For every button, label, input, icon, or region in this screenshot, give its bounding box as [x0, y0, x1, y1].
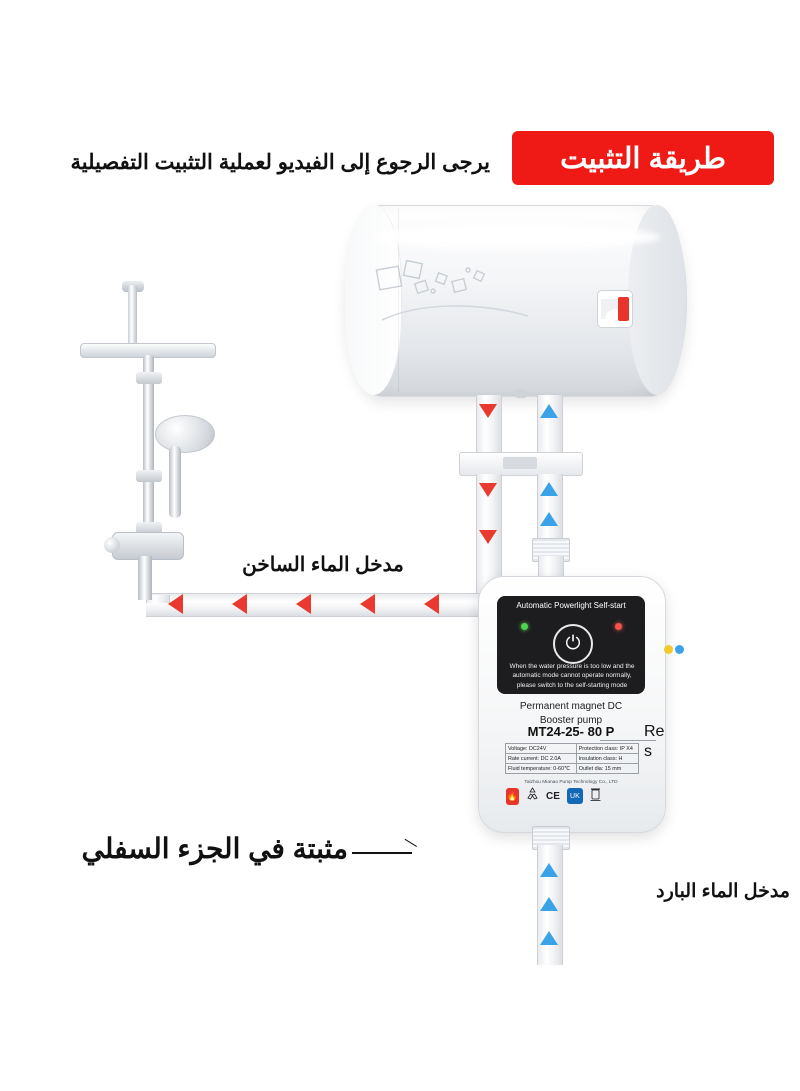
hot-supply-arrow: [296, 594, 311, 614]
certification-row: [506, 787, 638, 805]
pump-model-number: MT24-25- 80 P: [527, 724, 615, 739]
panel-title: Automatic Powerlight Self-start: [516, 601, 626, 610]
hand-shower-head: [155, 415, 215, 453]
power-button-icon[interactable]: ⏻: [553, 624, 593, 664]
hot-flow-arrow: [479, 530, 497, 544]
cold-inlet-arrow: [540, 897, 558, 911]
pump-cable-connectors: [664, 645, 684, 654]
pump-product-name: [492, 700, 650, 727]
hand-shower-handle: [169, 446, 181, 518]
spec-cell: Fluid temperature: 0-60℃: [506, 764, 577, 774]
riser-bracket-mid: [136, 470, 162, 482]
hot-supply-arrow: [360, 594, 375, 614]
side-partial-text: Re s: [644, 723, 665, 760]
bottom-leader-line: [352, 852, 412, 854]
label-mounted-bottom: مثبتة في الجزء السفلي: [81, 833, 348, 864]
cold-flow-arrow: [540, 404, 558, 418]
header-note: يرجى الرجوع إلى الفيديو لعملية التثبيت التفصيلية: [70, 151, 490, 174]
shower-arm: [128, 285, 137, 345]
label-hot-water-inlet: مدخل الماء الساخن: [242, 554, 404, 576]
table-row: [506, 754, 639, 764]
pump-product-name-line1: Permanent magnet DC: [519, 701, 623, 712]
recycle-icon: [526, 787, 539, 805]
hot-supply-arrow: [424, 594, 439, 614]
spec-cell: Rate current: DC 2.0A: [506, 754, 577, 764]
tank-highlight: [370, 224, 660, 250]
bracket-center-block: [503, 457, 537, 469]
status-led-red: [615, 623, 622, 630]
installation-method-badge: طريقة التثبيت: [512, 131, 774, 185]
table-row: [506, 744, 639, 754]
flame-icon: 🔥: [506, 788, 519, 805]
cold-flow-arrow: [540, 512, 558, 526]
label-cold-water-inlet: مدخل الماء البارد: [656, 881, 790, 902]
hot-flow-arrow: [479, 483, 497, 497]
uk-mark: UK: [567, 788, 583, 804]
tank-swoosh-line: [380, 300, 530, 326]
cold-inlet-arrow: [540, 931, 558, 945]
table-row: [506, 764, 639, 774]
status-led-green: [521, 623, 528, 630]
mixer-down-pipe: [138, 556, 152, 600]
wee-bin-icon: [590, 787, 601, 806]
spec-cell: Voltage: DC24V: [506, 744, 577, 754]
spec-cell: Outlet dia: 15 mm: [576, 764, 638, 774]
hot-flow-arrow: [479, 404, 497, 418]
tank-temperature-gauge: [597, 290, 633, 328]
hot-supply-arrow: [168, 594, 183, 614]
riser-bracket-top: [136, 372, 162, 384]
mixer-knob: [104, 537, 120, 553]
pump-product-name-line2: Booster pump: [539, 714, 603, 726]
panel-instruction-note: When the water pressure is too low and the automatic mode cannot operate normally, please switch to the self-starting mode: [509, 663, 635, 689]
ce-mark: CE: [546, 790, 560, 802]
tank-outlet-nub: [516, 390, 526, 398]
cold-inlet-arrow: [540, 863, 558, 877]
spec-cell: Protection class: IP X4: [576, 744, 638, 754]
spec-cell: Insulation class: H: [576, 754, 638, 764]
pump-spec-table: [505, 743, 639, 774]
cold-flow-arrow: [540, 482, 558, 496]
hot-supply-arrow: [232, 594, 247, 614]
manufacturer-name: Taizhou Mianao Pump Technology Co., LTD: [524, 780, 618, 785]
